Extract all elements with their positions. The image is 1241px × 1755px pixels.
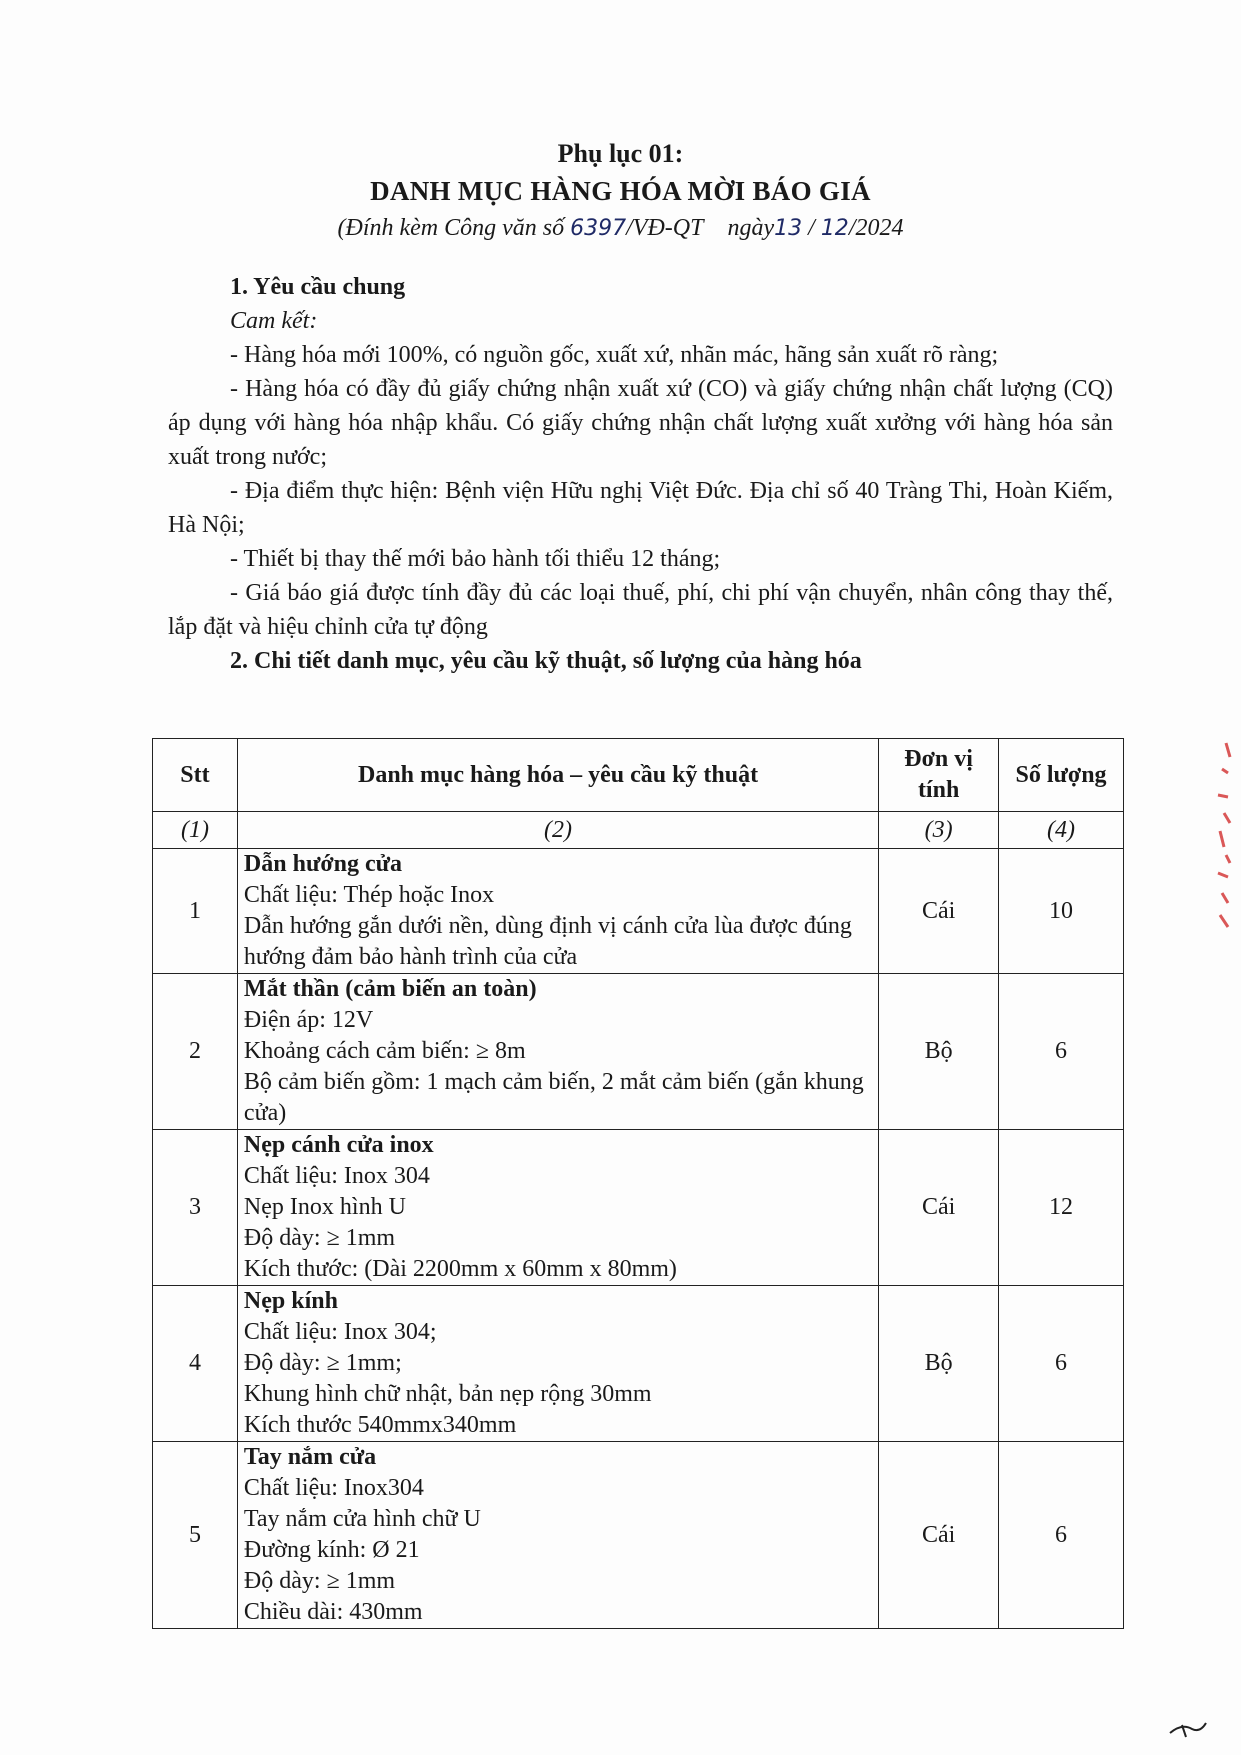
spec-line: Chất liệu: Inox304 — [243, 1475, 424, 1501]
row-stt: 4 — [153, 1286, 238, 1442]
section2-heading: 2. Chi tiết danh mục, yêu cầu kỹ thuật, số lượng của hàng hóa — [230, 648, 862, 674]
spec-line: Độ dày: ≥ 1mm; — [243, 1350, 402, 1376]
header-item-description: Danh mục hàng hóa – yêu cầu kỹ thuật — [237, 739, 878, 812]
header-unit: Đơn vị tính — [879, 739, 999, 812]
item-name: Dẫn hướng cửa — [243, 851, 403, 877]
red-seal-fragment — [1198, 735, 1234, 945]
row-quantity: 12 — [999, 1130, 1124, 1286]
spec-line: Độ dày: ≥ 1mm — [243, 1225, 396, 1251]
item-name: Nẹp kính — [243, 1288, 338, 1314]
attachment-reference: (Đính kèm Công văn số 6397/VĐ-QT ngày13 / 12/2024 — [337, 215, 904, 241]
spec-line: Bộ cảm biến gồm: 1 mạch cảm biến, 2 mắt cảm biến (gắn khung cửa) — [243, 1069, 864, 1126]
spec-line: Nẹp Inox hình U — [243, 1194, 406, 1220]
document-body — [168, 270, 1113, 678]
column-number: (1) — [153, 812, 238, 849]
row-stt: 5 — [153, 1442, 238, 1629]
row-description — [237, 1442, 878, 1629]
row-description — [237, 1286, 878, 1442]
row-description — [237, 1130, 878, 1286]
handwritten-day: 13 — [774, 216, 803, 241]
requirement-item: - Địa điểm thực hiện: Bệnh viện Hữu nghị Việt Đức. Địa chỉ số 40 Tràng Thi, Hoàn Kiếm, Hà Nội; — [168, 478, 1113, 538]
row-stt: 1 — [153, 849, 238, 974]
row-unit: Cái — [879, 1442, 999, 1629]
appendix-label: Phụ lục 01: — [557, 139, 684, 168]
column-number: (3) — [879, 812, 999, 849]
spec-line: Chất liệu: Inox 304 — [243, 1163, 430, 1189]
table-row — [153, 1442, 1124, 1629]
item-name: Mắt thần (cảm biến an toàn) — [243, 976, 537, 1002]
header-quantity: Số lượng — [999, 739, 1124, 812]
spec-line: Kích thước 540mmx340mm — [243, 1412, 517, 1438]
row-description — [237, 974, 878, 1130]
spec-line: Độ dày: ≥ 1mm — [243, 1568, 396, 1594]
table-row — [153, 1286, 1124, 1442]
spec-line: Dẫn hướng gắn dưới nền, dùng định vị cánh cửa lùa được đúng hướng đảm bảo hành trình của cửa — [243, 913, 852, 970]
handwritten-tick-icon — [1168, 1719, 1208, 1739]
requirement-item: - Hàng hóa mới 100%, có nguồn gốc, xuất xứ, nhãn mác, hãng sản xuất rõ ràng; — [230, 342, 999, 368]
requirement-item: - Hàng hóa có đầy đủ giấy chứng nhận xuất xứ (CO) và giấy chứng nhận chất lượng (CQ) áp dụng với hàng hóa nhập khẩu. Có giấy chứng nhận chất lượng xuất xưởng với hàng hóa sản xuất trong nước; — [168, 376, 1113, 470]
row-stt: 2 — [153, 974, 238, 1130]
item-name: Tay nắm cửa — [243, 1444, 377, 1470]
requirement-item: - Giá báo giá được tính đầy đủ các loại thuế, phí, chi phí vận chuyển, nhân công thay thế, lắp đặt và hiệu chỉnh cửa tự động — [168, 580, 1113, 640]
spec-line: Chất liệu: Thép hoặc Inox — [243, 882, 495, 908]
table-row — [153, 1130, 1124, 1286]
spec-line: Điện áp: 12V — [243, 1007, 374, 1033]
handwritten-month: 12 — [820, 216, 849, 241]
goods-table — [152, 738, 1124, 1629]
spec-line: Chất liệu: Inox 304; — [243, 1319, 437, 1345]
spec-line: Kích thước: (Dài 2200mm x 60mm x 80mm) — [243, 1256, 677, 1282]
table-row — [153, 974, 1124, 1130]
table-header-row — [153, 739, 1124, 812]
spec-line: Đường kính: Ø 21 — [243, 1537, 420, 1563]
column-number: (2) — [237, 812, 878, 849]
column-number: (4) — [999, 812, 1124, 849]
page-initial-mark — [1168, 1716, 1208, 1746]
header-stt: Stt — [153, 739, 238, 812]
seal-edge-marks — [1198, 735, 1234, 945]
row-stt: 3 — [153, 1130, 238, 1286]
reference-prefix: (Đính kèm Công văn số — [337, 215, 571, 241]
row-quantity: 10 — [999, 849, 1124, 974]
requirement-item: - Thiết bị thay thế mới bảo hành tối thiểu 12 tháng; — [230, 546, 721, 572]
document-header — [0, 136, 1241, 247]
row-unit: Cái — [879, 1130, 999, 1286]
row-quantity: 6 — [999, 1442, 1124, 1629]
column-number-row — [153, 812, 1124, 849]
reference-code: /VĐ-QT — [626, 215, 704, 241]
spec-line: Khung hình chữ nhật, bản nẹp rộng 30mm — [243, 1381, 652, 1407]
row-unit: Bộ — [879, 974, 999, 1130]
spec-line: Tay nắm cửa hình chữ U — [243, 1506, 481, 1532]
row-unit: Cái — [879, 849, 999, 974]
section1-heading: 1. Yêu cầu chung — [230, 274, 406, 300]
row-quantity: 6 — [999, 974, 1124, 1130]
table-row — [153, 849, 1124, 974]
row-quantity: 6 — [999, 1286, 1124, 1442]
handwritten-doc-number: 6397 — [570, 216, 627, 241]
spec-line: Chiều dài: 430mm — [243, 1599, 423, 1625]
document-title: DANH MỤC HÀNG HÓA MỜI BÁO GIÁ — [370, 176, 871, 206]
date-year: /2024 — [848, 215, 904, 241]
commitment-label: Cam kết: — [230, 308, 318, 334]
item-name: Nẹp cánh cửa inox — [243, 1132, 434, 1158]
date-label: ngày — [727, 215, 775, 241]
spec-line: Khoảng cách cảm biến: ≥ 8m — [243, 1038, 526, 1064]
row-unit: Bộ — [879, 1286, 999, 1442]
row-description — [237, 849, 878, 974]
